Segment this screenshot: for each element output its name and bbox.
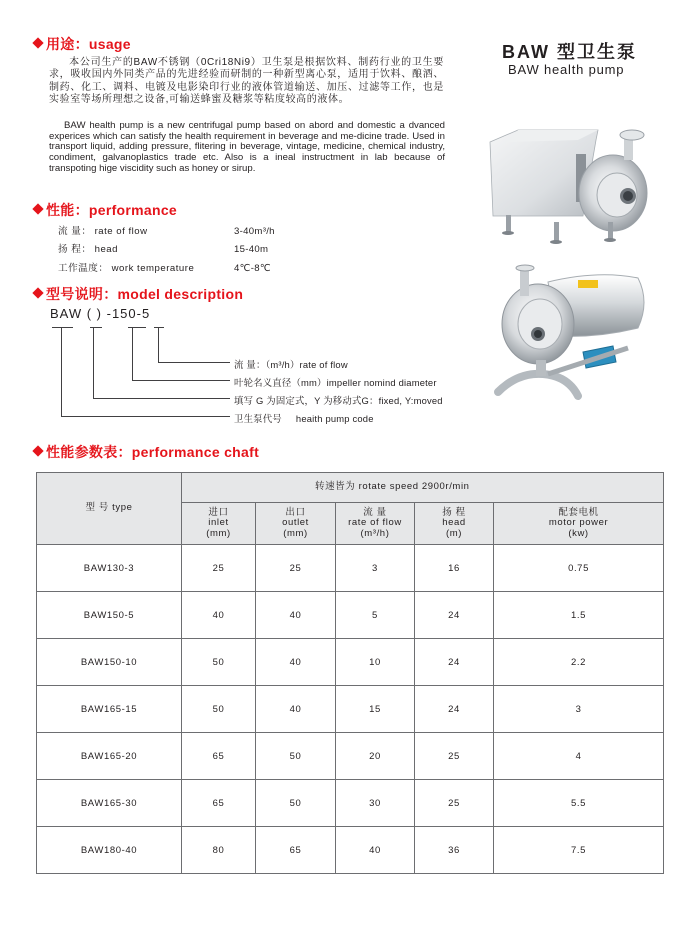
- leader-line-type: [94, 328, 231, 399]
- performance-row: [58, 241, 268, 255]
- model-description-heading: [34, 286, 243, 302]
- header-cn: 配套电机: [558, 506, 599, 518]
- header-en: rate of flow: [348, 517, 402, 529]
- diamond-bullet-icon: [32, 37, 43, 48]
- performance-row: [58, 260, 271, 274]
- table-row: [37, 639, 664, 686]
- cell-motor-power: 1.5: [494, 592, 664, 639]
- performance-label: 工作温度： work temperature: [58, 263, 195, 274]
- cell-outlet: 25: [256, 545, 336, 592]
- leader-line-diameter: [133, 328, 231, 381]
- cell-head: 24: [415, 639, 494, 686]
- header-cn: 进口: [208, 506, 229, 518]
- table-row: [37, 545, 664, 592]
- cell-flow: 20: [336, 733, 415, 780]
- performance-row: [58, 223, 275, 237]
- cell-outlet: 40: [256, 639, 336, 686]
- header-unit: (m): [445, 527, 463, 539]
- cell-inlet: 80: [182, 827, 256, 874]
- cell-type: BAW150-10: [37, 639, 182, 686]
- cell-flow: 15: [336, 686, 415, 733]
- cell-outlet: 65: [256, 827, 336, 874]
- cell-outlet: 50: [256, 733, 336, 780]
- header-unit: (mm): [206, 527, 231, 539]
- cell-type: BAW165-15: [37, 686, 182, 733]
- table-row: [37, 592, 664, 639]
- cell-head: 24: [415, 592, 494, 639]
- pump-fixed-photo: [478, 120, 658, 250]
- cell-head: 16: [415, 545, 494, 592]
- cell-motor-power: 3: [494, 686, 664, 733]
- diamond-bullet-icon: [32, 445, 43, 456]
- legend-code: 卫生泵代号 heaith pump code: [234, 413, 374, 424]
- cell-inlet: 40: [182, 592, 256, 639]
- cell-flow: 10: [336, 639, 415, 686]
- header-en: outlet: [282, 517, 309, 529]
- cell-inlet: 50: [182, 639, 256, 686]
- cell-inlet: 50: [182, 686, 256, 733]
- performance-label: 流 量： rate of flow: [58, 226, 148, 237]
- header-en: head: [442, 517, 466, 529]
- cell-outlet: 40: [256, 686, 336, 733]
- column-header-outlet: [256, 503, 336, 545]
- legend-diameter: 叶轮名义直径（mm）impeller nomind diameter: [234, 377, 437, 388]
- header-en: inlet: [208, 517, 229, 529]
- column-header-type: 型 号 type: [37, 473, 182, 545]
- header-unit: (mm): [283, 527, 308, 539]
- column-header-inlet: [182, 503, 256, 545]
- column-header-motor-power: [494, 503, 664, 545]
- cell-type: BAW180-40: [37, 827, 182, 874]
- table-row: [37, 780, 664, 827]
- usage-text-en-body: BAW health pump is a new centrifugal pump based on abord and domestic a dvanced experices which can satisfy the health requirement in beverage and me-dicine trade. Used in transport liquid, adding pressure, flitering in beverage, vintage, medicine, chemical industry, condiment, galvanoplastics trade etc. Also is a ineal instructment in lab because of transpoting hige viscidity such as honey or sirup.: [49, 120, 445, 174]
- cell-type: BAW165-20: [37, 733, 182, 780]
- performance-value: 3-40m³/h: [234, 226, 275, 237]
- cell-flow: 30: [336, 780, 415, 827]
- cell-motor-power: 4: [494, 733, 664, 780]
- cell-head: 24: [415, 686, 494, 733]
- leader-line-code: [62, 328, 231, 417]
- cell-head: 25: [415, 780, 494, 827]
- pump-mobile-photo: [488, 262, 658, 402]
- cell-motor-power: 2.2: [494, 639, 664, 686]
- cell-flow: 3: [336, 545, 415, 592]
- performance-table-heading-text: 性能参数表：performance chaft: [46, 444, 260, 460]
- cell-inlet: 65: [182, 780, 256, 827]
- header-cn: 扬 程: [442, 506, 466, 518]
- cell-motor-power: 7.5: [494, 827, 664, 874]
- cell-flow: 40: [336, 827, 415, 874]
- cell-motor-power: 0.75: [494, 545, 664, 592]
- performance-value: 4℃-8℃: [234, 263, 271, 274]
- usage-text-cn-body: 本公司生产的BAW不锈钢（0Cri18Ni9）卫生泵是根据饮料、制药行业的卫生要求，吸收国内外同类产品的先进经验而研制的一种新型离心泵，适用于饮料、酿酒、制药、化工、调料、电镀及电影染印行业的液体管道输送、加压、过滤等工作，也是实验室等场所理想之设备,可输送蜂蜜及糖浆等粘度较高的液体。: [49, 57, 444, 105]
- cell-inlet: 25: [182, 545, 256, 592]
- header-unit: (m³/h): [360, 527, 390, 539]
- cell-outlet: 40: [256, 592, 336, 639]
- cell-inlet: 65: [182, 733, 256, 780]
- header-unit: (kw): [568, 527, 589, 539]
- cell-outlet: 50: [256, 780, 336, 827]
- performance-heading: [34, 202, 177, 218]
- table-row: [37, 733, 664, 780]
- leader-line-flow: [159, 328, 231, 363]
- cell-type: BAW150-5: [37, 592, 182, 639]
- legend-type: 填写 G 为固定式，Y 为移动式G：fixed, Y:moved: [234, 395, 443, 406]
- cell-type: BAW130-3: [37, 545, 182, 592]
- header-cn: 出口: [285, 506, 306, 518]
- performance-value: 15-40m: [234, 244, 269, 255]
- page-title: BAW 型卫生泵: [502, 42, 637, 62]
- header-en: motor power: [548, 517, 609, 529]
- cell-flow: 5: [336, 592, 415, 639]
- speed-header: 转速皆为 rotate speed 2900r/min: [182, 473, 664, 503]
- diamond-bullet-icon: [32, 287, 43, 298]
- performance-label: 扬 程： head: [58, 244, 118, 255]
- cell-motor-power: 5.5: [494, 780, 664, 827]
- diamond-bullet-icon: [32, 203, 43, 214]
- legend-flow: 流 量：（m³/h）rate of flow: [234, 359, 348, 370]
- model-description-heading-text: 型号说明：model description: [46, 286, 244, 302]
- column-header-flow: [336, 503, 415, 545]
- header-cn: 流 量: [363, 506, 387, 518]
- page-subtitle: BAW health pump: [508, 62, 625, 77]
- usage-text-cn: [49, 57, 444, 106]
- table-row: [37, 686, 664, 733]
- cell-head: 36: [415, 827, 494, 874]
- usage-heading: [34, 36, 131, 52]
- usage-heading-text: 用途：usage: [46, 36, 131, 52]
- table-header-row: [37, 473, 664, 503]
- table-row: [37, 827, 664, 874]
- performance-heading-text: 性能：performance: [46, 202, 178, 218]
- cell-head: 25: [415, 733, 494, 780]
- performance-table-heading: [34, 444, 259, 460]
- performance-table: [36, 472, 664, 874]
- column-header-head: [415, 503, 494, 545]
- model-code: BAW ( ) -150-5: [50, 306, 151, 321]
- cell-type: BAW165-30: [37, 780, 182, 827]
- usage-text-en: [49, 121, 445, 175]
